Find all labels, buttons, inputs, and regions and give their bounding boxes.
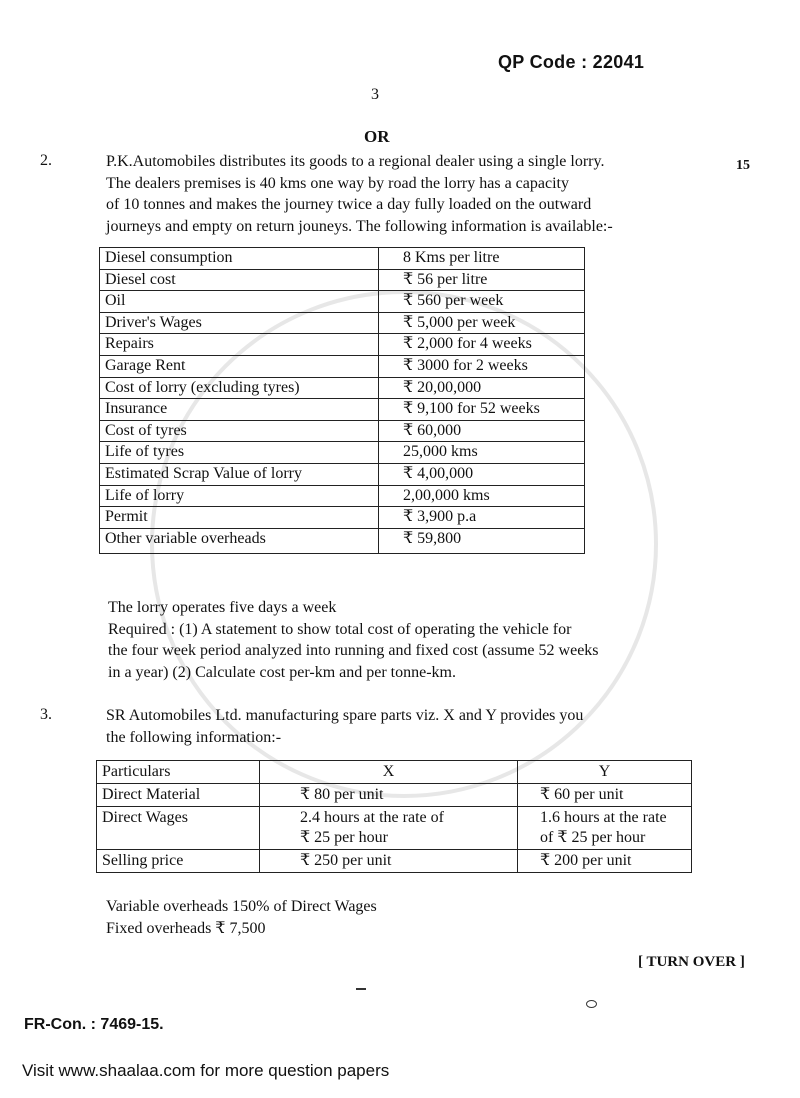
table-row (100, 291, 585, 313)
table-cell: Other variable overheads (100, 528, 379, 553)
stray-mark (586, 1000, 597, 1008)
table-row (100, 377, 585, 399)
cell-line: 2.4 hours at the rate of (300, 809, 444, 826)
cell-line: ₹ 25 per hour (300, 829, 388, 846)
table-cell: Cost of tyres (100, 420, 379, 442)
table-cell: ₹ 560 per week (379, 291, 585, 313)
table-row (100, 269, 585, 291)
table-row (100, 399, 585, 421)
table-row (100, 355, 585, 377)
qp-code: QP Code : 22041 (498, 52, 645, 72)
table-row (100, 528, 585, 553)
page-number: 3 (371, 86, 379, 103)
table-cell: Life of lorry (100, 485, 379, 507)
spare-parts-table (96, 760, 692, 873)
table-cell (260, 807, 518, 850)
fr-con-code: FR-Con. : 7469-15. (24, 1016, 164, 1033)
table-cell: Oil (100, 291, 379, 313)
table-row (100, 485, 585, 507)
table-cell: ₹ 3000 for 2 weeks (379, 355, 585, 377)
table-cell: Garage Rent (100, 355, 379, 377)
table-cell: Driver's Wages (100, 312, 379, 334)
table-row (100, 507, 585, 529)
table-cell: ₹ 60,000 (379, 420, 585, 442)
question-2-required (108, 597, 728, 683)
table-cell: Selling price (97, 850, 260, 873)
text-line: the four week period analyzed into running and fixed cost (assume 52 weeks (108, 642, 599, 659)
cell-line: 1.6 hours at the rate (540, 809, 667, 826)
table-cell: Life of tyres (100, 442, 379, 464)
table-row (97, 850, 692, 873)
question-2-intro (106, 151, 731, 237)
text-line: P.K.Automobiles distributes its goods to a regional dealer using a single lorry. (106, 153, 605, 170)
table-cell: ₹ 3,900 p.a (379, 507, 585, 529)
question-3-intro (106, 705, 726, 748)
table-header-row (97, 761, 692, 784)
table-cell: ₹ 9,100 for 52 weeks (379, 399, 585, 421)
table-cell: Diesel cost (100, 269, 379, 291)
question-3-overheads (106, 896, 606, 939)
table-header-cell: Y (518, 761, 692, 784)
table-cell: ₹ 20,00,000 (379, 377, 585, 399)
text-line: Required : (1) A statement to show total cost of operating the vehicle for (108, 620, 572, 638)
table-cell: ₹ 56 per litre (379, 269, 585, 291)
table-cell: ₹ 200 per unit (518, 850, 692, 873)
table-row (100, 312, 585, 334)
table-cell: 2,00,000 kms (379, 485, 585, 507)
table-row (100, 420, 585, 442)
or-label: OR (364, 127, 390, 146)
table-cell: ₹ 59,800 (379, 528, 585, 553)
text-line: Fixed overheads ₹ 7,500 (106, 919, 266, 937)
table-cell: ₹ 60 per unit (518, 784, 692, 807)
table-row (100, 442, 585, 464)
question-2-number: 2. (40, 152, 52, 169)
cell-line: of ₹ 25 per hour (540, 829, 646, 846)
table-cell: Insurance (100, 399, 379, 421)
table-cell (518, 807, 692, 850)
stray-mark (356, 988, 366, 990)
text-line: journeys and empty on return jouneys. The following information is available:- (106, 217, 613, 235)
text-line: in a year) (2) Calculate cost per-km and per tonne-km. (108, 663, 456, 681)
table-row (100, 463, 585, 485)
table-cell: ₹ 250 per unit (260, 850, 518, 873)
table-cell: Diesel consumption (100, 248, 379, 270)
text-line: The dealers premises is 40 kms one way by road the lorry has a capacity (106, 174, 569, 192)
question-3-number: 3. (40, 706, 52, 723)
text-line: The lorry operates five days a week (108, 599, 337, 616)
table-cell: Estimated Scrap Value of lorry (100, 463, 379, 485)
table-cell: Cost of lorry (excluding tyres) (100, 377, 379, 399)
table-cell: ₹ 5,000 per week (379, 312, 585, 334)
table-cell: ₹ 80 per unit (260, 784, 518, 807)
table-cell: Permit (100, 507, 379, 529)
table-cell: 8 Kms per litre (379, 248, 585, 270)
table-row (100, 248, 585, 270)
table-row (97, 807, 692, 850)
text-line: the following information:- (106, 728, 282, 746)
text-line: of 10 tonnes and makes the journey twice a day fully loaded on the outward (106, 196, 592, 213)
table-header-cell: X (260, 761, 518, 784)
table-header-cell: Particulars (97, 761, 260, 784)
table-cell: Direct Wages (97, 807, 260, 850)
table-cell: 25,000 kms (379, 442, 585, 464)
table-cell: Direct Material (97, 784, 260, 807)
table-cell: ₹ 4,00,000 (379, 463, 585, 485)
table-row (97, 784, 692, 807)
table-cell: Repairs (100, 334, 379, 356)
table-cell: ₹ 2,000 for 4 weeks (379, 334, 585, 356)
text-line: Variable overheads 150% of Direct Wages (106, 898, 377, 915)
question-2-marks: 15 (736, 158, 750, 173)
footer-text: Visit www.shaalaa.com for more question papers (22, 1061, 390, 1080)
text-line: SR Automobiles Ltd. manufacturing spare parts viz. X and Y provides you (106, 707, 584, 724)
lorry-cost-table (99, 247, 585, 554)
turn-over-label: [ TURN OVER ] (638, 954, 745, 970)
table-row (100, 334, 585, 356)
